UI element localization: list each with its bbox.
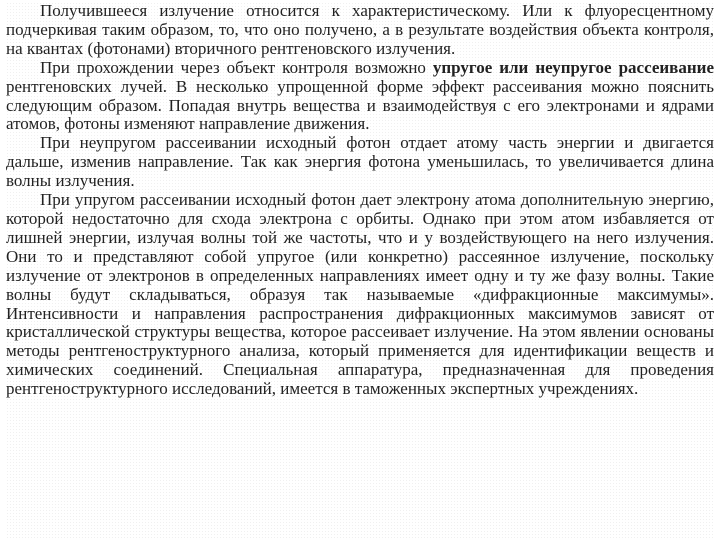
paragraph-characteristic-radiation: Получившееся излучение относится к характеристическому. Или к флуоресцентному подчеркивая таким образом, то, что оно получено, а в результате воздействия объекта контроля, на квантах (фотонами) вторичного рентгеновского излучения.: [6, 1, 714, 58]
paragraph-scattering-intro: [6, 59, 714, 135]
paragraph-inelastic-scattering: При неупругом рассеивании исходный фотон отдает атому часть энергии и двигается дальше, изменив направление. Так как энергия фотона уменьшилась, то увеличивается длина волны излучения.: [6, 133, 714, 191]
paragraph-elastic-scattering: При упругом рассеивании исходный фотон дает электрону атома дополнительную энергию, которой недостаточно для схода электрона с орбиты. Однако при этом атом избавляется от лишней энергии, излучая волны той же частоты, что и у воздействующего на него излучения. Они то и представляют собой упругое (или конкретно) рассеянное излучение, поскольку излучение от электронов в определенных направлениях имеет одну и ту же фазу волны. Такие волны будут складываться, образуя так называемые «дифракционные максимумы». Интенсивности и направления распространения дифракционных максимумов зависят от кристаллической структуры вещества, которое рассеивает излучение. На этом явлении основаны методы рентгеноструктурного анализа, который применяется для идентификации веществ и химических соединений. Специальная аппаратура, предназначенная для проведения рентгеноструктурного исследований, имеется в таможенных экспертных учреждениях.: [6, 190, 714, 399]
scattering-intro-rest: рентгеновских лучей. В несколько упрощенной форме эффект рассеивания можно пояснить следующим образом. Попадая внутрь вещества и взаимодействуя с его электронами и ядрами атомов, фотоны изменяют направление движения.: [6, 76, 714, 134]
scattering-intro-start: При прохождении через объект контроля возможно: [40, 57, 433, 77]
scattering-emphasis: упругое или неупругое рассеивание: [432, 57, 714, 77]
document-page: [6, 2, 714, 538]
